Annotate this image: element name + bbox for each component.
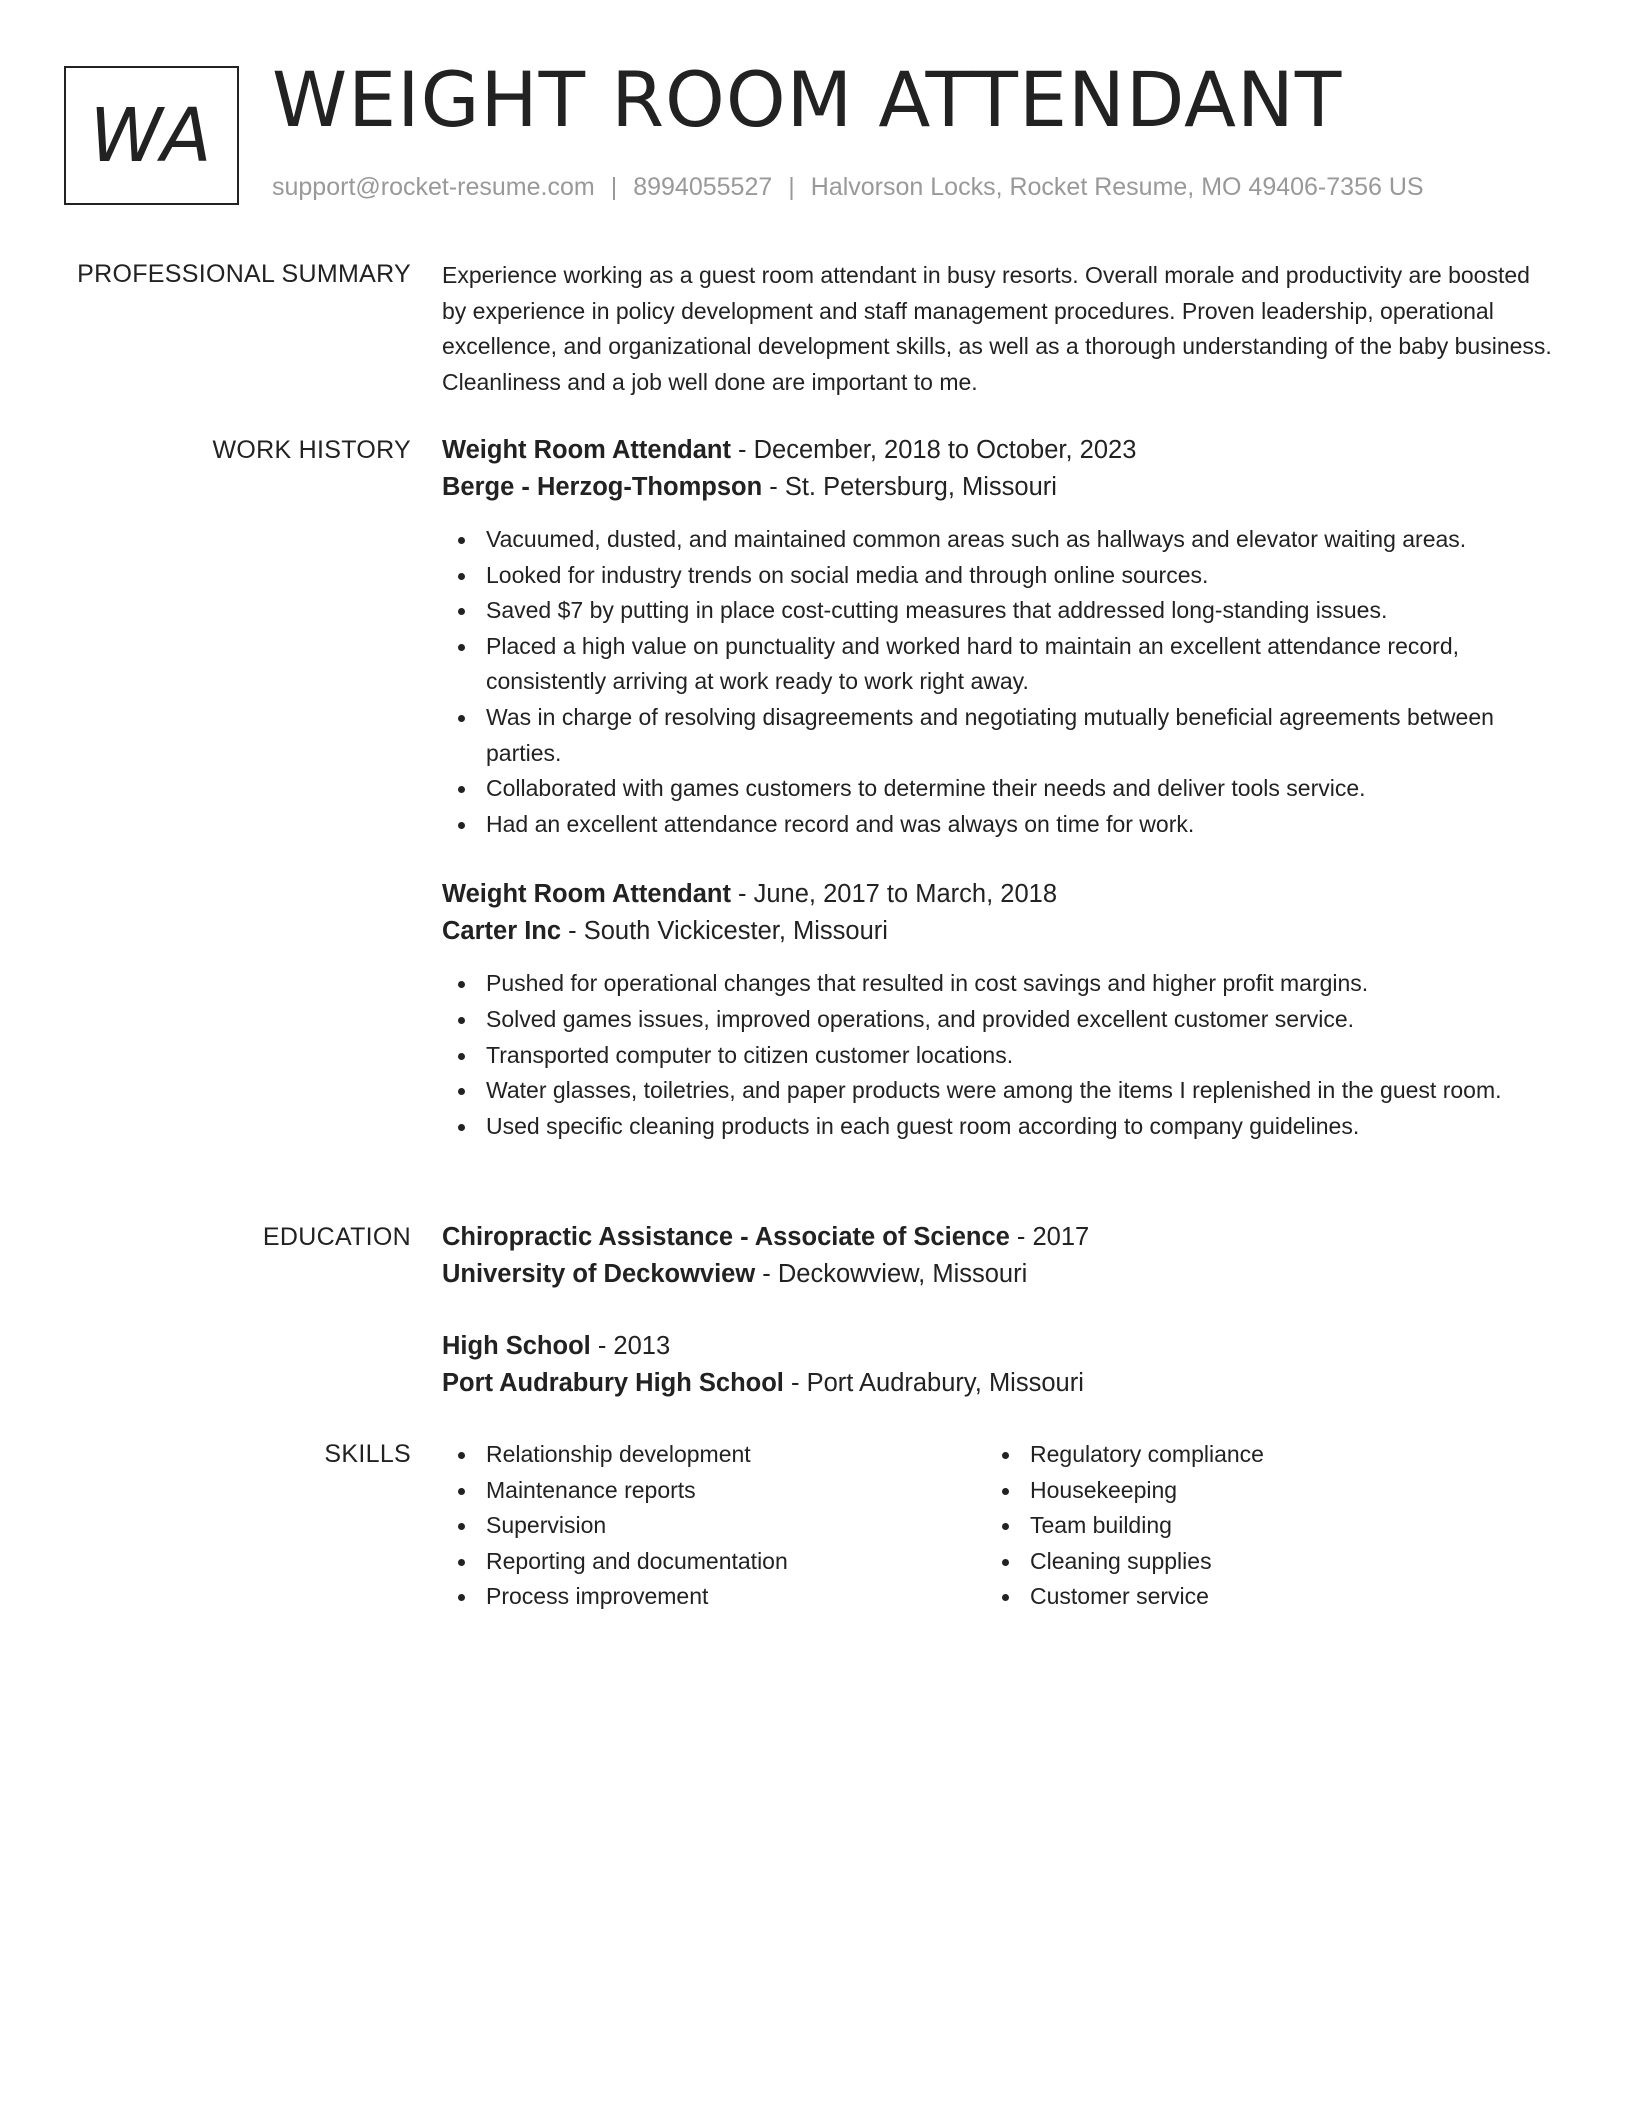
job-bullets [442,522,1557,842]
degree-name: High School [442,1332,591,1360]
job-location: - South Vickicester, Missouri [561,917,888,946]
contact-line [272,173,1424,202]
school-location: - Deckowview, Missouri [755,1260,1028,1288]
skill-item: Process improvement [442,1579,986,1615]
skill-item: Housekeeping [986,1473,1530,1509]
list-item: Transported computer to citizen customer locations. [442,1038,1557,1074]
school-line [442,1256,1557,1293]
education-entry [442,1328,1557,1402]
list-item: Placed a high value on punctuality and worked hard to maintain an excellent attendance record, consistently arriving at work ready to work right away. [442,629,1557,700]
contact-address: Halvorson Locks, Rocket Resume, MO 49406-7356 US [810,173,1424,201]
list-item: Water glasses, toiletries, and paper products were among the items I replenished in the guest room. [442,1073,1557,1109]
skill-item: Customer service [986,1579,1530,1615]
job-position: Weight Room Attendant [442,880,731,909]
list-item: Solved games issues, improved operations, and provided excellent customer service. [442,1002,1557,1038]
skill-item: Reporting and documentation [442,1544,986,1580]
list-item: Looked for industry trends on social media and through online sources. [442,558,1557,594]
list-item: Collaborated with games customers to determine their needs and deliver tools service. [442,771,1557,807]
skill-item: Regulatory compliance [986,1437,1530,1473]
job-dates: - December, 2018 to October, 2023 [730,436,1137,464]
education-heading: EDUCATION [262,1223,411,1251]
job-entry [442,876,1557,1144]
job-company-line [442,913,1557,950]
school-name: University of Deckowview [442,1260,756,1288]
job-company: Carter Inc [442,917,562,946]
job-company: Berge - Herzog-Thompson [442,473,763,501]
job-position: Weight Room Attendant [442,436,731,464]
school-location: - Port Audrabury, Missouri [783,1369,1084,1397]
school-name: Port Audrabury High School [442,1369,784,1397]
list-item: Used specific cleaning products in each guest room according to company guidelines. [442,1109,1557,1145]
education-entry [442,1219,1557,1293]
skills-heading: SKILLS [324,1440,411,1468]
skills-list-left [442,1437,986,1615]
skill-item: Supervision [442,1508,986,1544]
list-item: Was in charge of resolving disagreements and negotiating mutually beneficial agreements between parties. [442,700,1557,771]
summary-text: Experience working as a guest room attendant in busy resorts. Overall morale and productivity are boosted by experience in policy development and staff management procedures. Proven leadership, operational excellence, and organizational development skills, as well as a thorough understanding of the baby business. Cleanliness and a job well done are important to me. [442,262,1552,395]
list-item: Pushed for operational changes that resulted in cost savings and higher profit margins. [442,966,1557,1002]
degree-line [442,1219,1557,1256]
skill-item: Cleaning supplies [986,1544,1530,1580]
degree-year: - 2013 [590,1332,671,1360]
job-title-line [442,432,1557,469]
skill-item: Maintenance reports [442,1473,986,1509]
job-dates: - June, 2017 to March, 2018 [730,880,1058,909]
skill-item: Relationship development [442,1437,986,1473]
contact-separator: | [788,173,795,201]
skills-columns [442,1437,1557,1615]
monogram-box [64,66,239,205]
contact-email: support@rocket-resume.com [272,173,595,201]
contact-phone: 8994055527 [633,173,773,201]
job-location: - St. Petersburg, Missouri [762,473,1057,501]
degree-line [442,1328,1557,1365]
summary-heading: PROFESSIONAL SUMMARY [77,260,411,288]
job-bullets [442,966,1557,1144]
school-line [442,1365,1557,1402]
contact-separator: | [610,173,618,201]
list-item: Had an excellent attendance record and was always on time for work. [442,807,1557,843]
monogram-initials: WA [89,92,214,179]
job-title-line [442,876,1557,913]
degree-year: - 2017 [1009,1223,1090,1251]
work-history-heading: WORK HISTORY [212,436,411,464]
skill-item: Team building [986,1508,1530,1544]
list-item: Vacuumed, dusted, and maintained common areas such as hallways and elevator waiting areas. [442,522,1557,558]
list-item: Saved $7 by putting in place cost-cutting measures that addressed long-standing issues. [442,593,1557,629]
candidate-title: WEIGHT ROOM ATTENDANT [272,55,1343,144]
job-entry [442,432,1557,842]
skills-list-right [986,1437,1530,1615]
job-company-line [442,469,1557,506]
degree-name: Chiropractic Assistance - Associate of Science [442,1223,1010,1251]
